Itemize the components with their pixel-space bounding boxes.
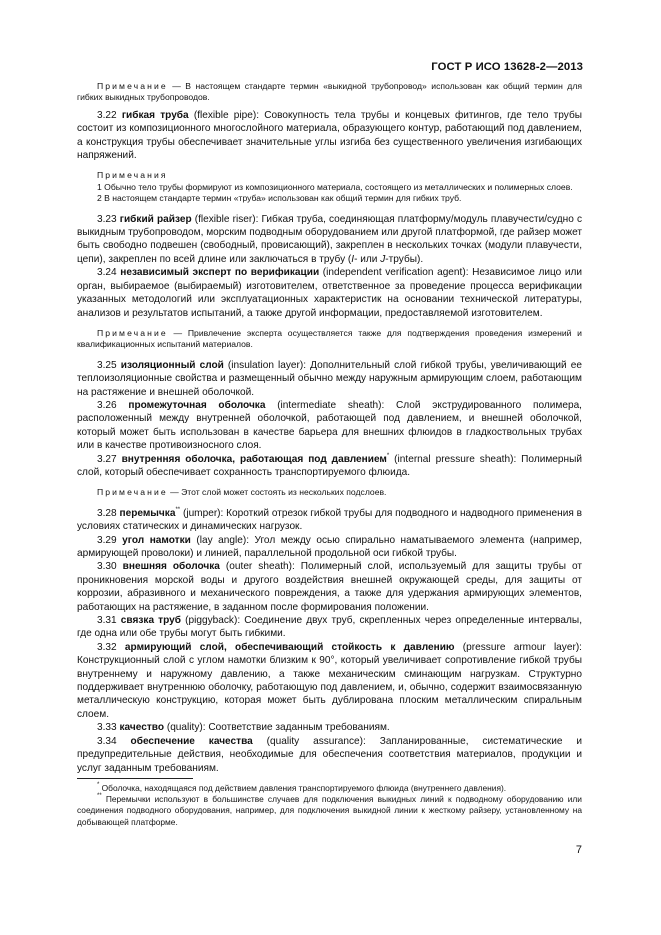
term-3-28 <box>77 507 582 534</box>
term-definition: (jumper): Короткий отрезок гибкой трубы для подводного и надводного применения в условиях статических и динамических нагрузок. <box>77 507 582 533</box>
note-text: — Этот слой может состоять из нескольких подслоев. <box>170 487 387 498</box>
note-text: — Привлечение эксперта осуществляется также для подтверждения проведения измерений и квалификационных испытаний материалов. <box>77 327 582 350</box>
term-number: 3.27 <box>97 453 117 465</box>
term-title: связка труб <box>120 615 182 627</box>
note-sublayers <box>77 487 582 498</box>
term-number: 3.26 <box>97 399 117 411</box>
term-number: 3.34 <box>97 735 117 747</box>
term-title: гибкая труба <box>121 109 189 121</box>
term-3-33 <box>77 721 582 734</box>
footnote-2 <box>77 794 582 828</box>
term-3-23 <box>77 213 582 267</box>
term-i-tube: I <box>351 253 355 265</box>
term-definition: (insulation layer): Дополнительный слой гибкой трубы, увеличивающий ее теплоизоляционные свойства и размещенный обычно между наружным армирующим слоем, работающим на растяжение и внешней оболочкой. <box>77 359 582 398</box>
term-definition: (intermediate sheath): Слой экструдированного полимера, расположенный между внутренней оболочкой, работающей под давлением, и внешней оболочкой, который может быть использован в качестве барьера для внешних флюидов в гладкоствольных трубах или в качестве противоизносного слоя. <box>77 399 582 452</box>
footnotes <box>77 783 582 828</box>
footnote-ref: * <box>386 452 390 459</box>
term-number: 3.31 <box>97 615 117 627</box>
term-definition: (internal pressure sheath): Полимерный слой, который обеспечивает сохранность транспортируемого флюида. <box>77 453 582 478</box>
term-definition: (flexible riser): Гибкая труба, соединяющая платформу/модуль плавучести/судно с выкидным трубопроводом, морским подводным оборудованием или другой платформой, где райзер может быть свободно подвешен (свободный, провисающий), закреплен в нескольких точках (модули плавучести, цепи), закреплен по всей длине или заключаться в трубу ( <box>77 213 582 265</box>
term-title: изоляционный слой <box>120 359 224 371</box>
term-number: 3.33 <box>97 722 117 734</box>
standard-header: ГОСТ Р ИСО 13628-2—2013 <box>431 61 583 73</box>
term-3-29 <box>77 534 582 561</box>
term-3-30 <box>77 560 582 614</box>
footnote-divider <box>77 778 193 779</box>
note-flowline <box>77 81 582 104</box>
note-label: Примечание <box>97 81 168 91</box>
footnote-ref: ** <box>175 506 181 513</box>
term-definition: (quality assurance): Запланированные, систематические и предупредительные действия, необходимые для обеспечения соответствия материалов, продукции и услуг заданным требованиям. <box>77 735 582 774</box>
page-content <box>77 81 582 775</box>
term-number: 3.22 <box>97 109 117 121</box>
note-expert <box>77 328 582 351</box>
term-title: промежуточная оболочка <box>128 399 266 411</box>
term-title: качество <box>119 722 165 734</box>
footnote-text: Оболочка, находящаяся под действием давления транспортируемого флюида (внутреннего давления). <box>99 783 507 793</box>
term-number: 3.23 <box>97 213 117 225</box>
term-definition: (independent verification agent): Независимое лицо или орган, выбираемое (выбираемый) изготовителем, ответственное за проведение процесса верификации указанных методологий или эксплуатационных характеристик на основании технической литературы, анализов и результатов испытаний, а также другой информации, предоставляемой изготовителем. <box>77 267 582 319</box>
term-title: обеспечение качества <box>130 735 253 747</box>
term-definition: (piggyback): Соединение двух труб, скрепленных через определенные интервалы, где одна или обе трубы могут быть гибкими. <box>77 615 582 640</box>
term-definition: (outer sheath): Полимерный слой, используемый для защиты трубы от проникновения морской воды и другого воздействия внешней окружающей среды, для защиты от коррозии, абразивного и механического повреждения, а также для удержания армирующих элементов, работающих на растяжение, в заданном после формирования положении. <box>77 561 582 613</box>
note-pipe-body: 1 Обычно тело трубы формируют из композиционного материала, состоящего из металлических и полимерных слоев. <box>97 181 573 192</box>
term-number: 3.29 <box>97 534 117 546</box>
term-number: 3.25 <box>97 359 117 371</box>
term-3-32 <box>77 641 582 721</box>
term-j-tube: J <box>380 253 386 265</box>
term-title: внутренняя оболочка, работающая под давлением <box>121 453 387 465</box>
term-title: армирующий слой, обеспечивающий стойкость к давлению <box>124 641 455 653</box>
term-number: 3.30 <box>97 561 117 573</box>
term-3-22 <box>77 109 582 163</box>
term-3-34 <box>77 735 582 775</box>
term-3-31 <box>77 614 582 641</box>
term-3-24 <box>77 266 582 320</box>
footnote-mark: * <box>97 782 100 788</box>
term-definition: (lay angle): Угол между осью спирально наматываемого элемента (например, армирующей проволоки) и линией, параллельной продольной оси гибкой трубы. <box>77 534 582 559</box>
term-number: 3.28 <box>97 507 117 519</box>
term-3-27 <box>77 453 582 480</box>
term-title: гибкий райзер <box>119 213 192 225</box>
footnote-mark: ** <box>97 793 102 800</box>
term-definition: (flexible pipe): Совокупность тела трубы и концевых фитингов, где тело трубы состоит из композиционного многослойного материала, образующего контур, работающий под давлением, а конструкция трубы обеспечивает значительные углы изгиба без существенного увеличения изгибающих напряжений. <box>77 109 582 162</box>
note-label: Примечание <box>97 327 168 338</box>
term-number: 3.32 <box>97 641 117 653</box>
footnote-text: Перемычки используют в большинстве случаев для подключения выкидных линий к подводному оборудованию или соединения подводного оборудования, например, для подключения выкидной линии к жесткому райзеру, установленному на добывающей платформе. <box>77 794 582 827</box>
note-label: Примечание <box>97 487 168 498</box>
page-number: 7 <box>575 844 582 856</box>
notes-heading: Примечания <box>97 170 168 181</box>
term-title: угол намотки <box>122 534 191 546</box>
term-definition: (quality): Соответствие заданным требованиям. <box>164 722 390 734</box>
term-definition-end: -трубы). <box>385 253 424 265</box>
term-title: внешняя оболочка <box>122 561 220 573</box>
note-pipe-term: 2 В настоящем стандарте термин «труба» использован как общий термин для гибких труб. <box>97 193 462 204</box>
term-title: независимый эксперт по верификации <box>120 267 320 279</box>
term-3-26 <box>77 399 582 453</box>
term-title: перемычка <box>119 507 176 519</box>
term-number: 3.24 <box>97 267 117 279</box>
term-3-25 <box>77 359 582 399</box>
term-definition: (pressure armour layer): Конструкционный слой с углом намотки близким к 90°, который увеличивает сопротивление гибкой трубы внутреннему и наружному давлению, а также механическим сминающим нагрузкам. Структурно поддерживает внутреннюю оболочку, работающую под давлением, и, обычно, содержит взаимосвязанную металлическую конструкцию, которая может быть дублирована плоским металлическим спиральным слоем. <box>77 641 582 720</box>
footnote-1 <box>77 783 582 794</box>
term-connector: - или <box>354 253 381 265</box>
note-text: — В настоящем стандарте термин «выкидной трубопровод» использован как общий термин для гибких выкидных трубопроводов. <box>77 81 582 103</box>
